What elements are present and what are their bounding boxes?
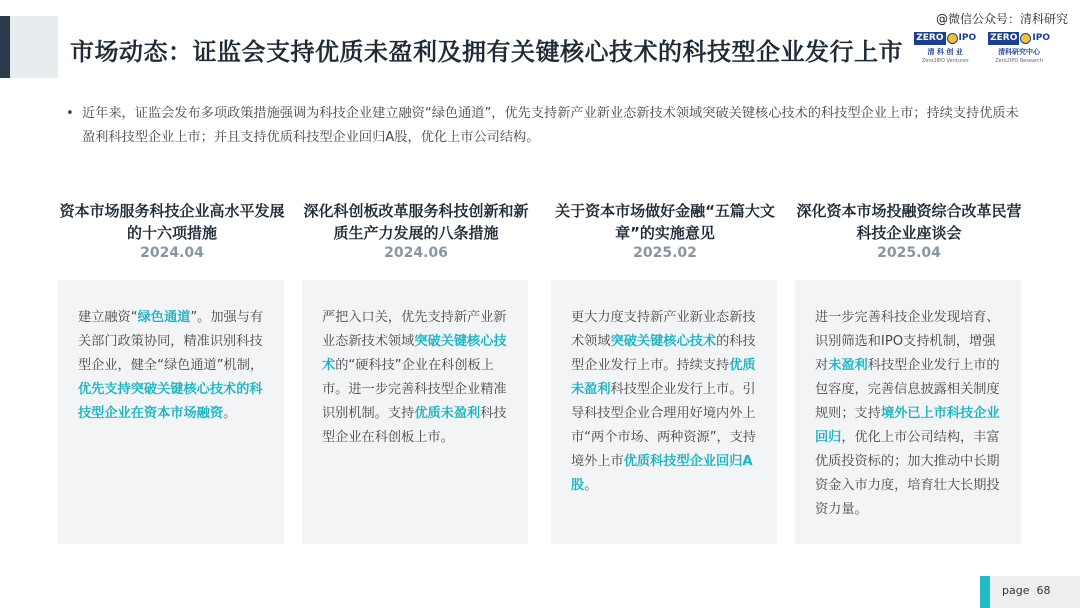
body-text: 建立融资“ bbox=[78, 310, 138, 325]
policy-date-4: 2025.04 bbox=[877, 245, 941, 261]
title-accent-bar bbox=[0, 16, 10, 78]
logo-word: ZERO bbox=[990, 33, 1018, 43]
policy-title-3: 关于资本市场做好金融“五篇大文章”的实施意见 bbox=[555, 202, 775, 242]
logo-group bbox=[914, 32, 1050, 64]
policy-title-2: 深化科创板改革服务科技创新和新质生产力发展的八条措施 bbox=[303, 202, 529, 242]
body-text: 科技型企业在科创板上市。 bbox=[322, 406, 507, 445]
logo-word: ZERO bbox=[916, 33, 944, 43]
body-text: 科技型企业发行上市的包容度，完善信息披露相关制度规则；支持 bbox=[815, 358, 1000, 421]
logo-badge: IPO bbox=[958, 33, 977, 43]
policy-title-1: 资本市场服务科技企业高水平发展的十六项措施 bbox=[59, 202, 285, 242]
policy-card-4 bbox=[795, 280, 1021, 544]
body-text: 科技型企业发行上市。引导科技型企业合理用好境内外上市“两个市场、两种资源”，支持境外上市 bbox=[571, 382, 757, 469]
page-number-value: 68 bbox=[1036, 584, 1051, 597]
page-label: page bbox=[1002, 584, 1030, 597]
body-text: 的“硬科技”企业在科创板上市。进一步完善科技型企业精准识别机制。支持 bbox=[322, 358, 507, 421]
policy-date-3: 2025.02 bbox=[633, 245, 697, 261]
logo-zero2ipo-ventures bbox=[914, 32, 976, 64]
title-accent-block bbox=[10, 16, 58, 78]
body-text: 严把入口关，优先支持新产业新业态新技术领域 bbox=[322, 310, 507, 349]
body-text: ，优化上市公司结构，丰富优质投资标的；加大推动中长期资金入市力度，培育壮大长期投资力量。 bbox=[815, 430, 1000, 517]
logo-cn-name: 清 科 创 业 bbox=[927, 48, 963, 56]
highlight-text: 绿色通道 bbox=[137, 310, 191, 325]
policy-card-2 bbox=[302, 280, 528, 544]
page-number bbox=[1002, 584, 1050, 597]
page-title: 市场动态：证监会支持优质未盈利及拥有关键核心技术的科技型企业发行上市 bbox=[70, 38, 903, 66]
intro-text: 近年来，证监会发布多项政策措施强调为科技企业建立融资“绿色通道”，优先支持新产业新业态新技术领域突破关键核心技术的科技型企业上市；持续支持优质未盈利科技型企业上市；并且支持优质科技型企业回归A股，优化上市公司结构。 bbox=[82, 106, 1019, 145]
highlight-text: 突破关键核心技术 bbox=[610, 334, 717, 349]
logo-badge: IPO bbox=[1032, 33, 1050, 43]
intro-paragraph bbox=[66, 102, 1026, 150]
highlight-text: 优先支持突破关键核心技术的科技型企业在资本市场融资 bbox=[78, 382, 263, 421]
highlight-text: 境外已上市科技企业回归 bbox=[815, 406, 1000, 445]
logo-cn-name: 清科研究中心 bbox=[998, 48, 1041, 56]
logo-circle-icon bbox=[947, 33, 958, 44]
body-text: 更大力度支持新产业新业态新技术领域 bbox=[571, 310, 756, 349]
bullet-icon: • bbox=[66, 106, 74, 121]
policy-date-2: 2024.06 bbox=[384, 245, 448, 261]
logo-circle-icon bbox=[1020, 33, 1031, 44]
page-accent-bar bbox=[980, 576, 990, 608]
highlight-text: 未盈利 bbox=[828, 358, 868, 373]
watermark-text: @微信公众号：清科研究 bbox=[935, 12, 1068, 26]
logo-en-name: Zero2IPO Ventures bbox=[921, 58, 969, 64]
logo-zero2ipo-research bbox=[988, 32, 1050, 64]
policy-date-1: 2024.04 bbox=[140, 245, 204, 261]
highlight-text: 优质未盈利 bbox=[571, 358, 756, 397]
body-text: 的科技型企业发行上市。持续支持 bbox=[571, 334, 756, 373]
body-text: ”。加强与有关部门政策协同，精准识别科技型企业，健全“绿色通道”机制， bbox=[78, 310, 264, 373]
policy-card-3 bbox=[551, 280, 777, 544]
policy-title-4: 深化资本市场投融资综合改革民营科技企业座谈会 bbox=[796, 202, 1022, 242]
highlight-text: 突破关键核心技术 bbox=[322, 334, 507, 373]
body-text: 。 bbox=[223, 406, 237, 421]
body-text: 。 bbox=[584, 478, 598, 493]
policy-card-1 bbox=[58, 280, 284, 544]
highlight-text: 优质未盈利 bbox=[414, 406, 481, 421]
highlight-text: 优质科技型企业回归A股 bbox=[571, 454, 753, 493]
logo-en-name: Zero2IPO Research bbox=[995, 58, 1043, 64]
body-text: 进一步完善科技企业发现培育、识别筛选和IPO支持机制，增强对 bbox=[815, 310, 1000, 373]
